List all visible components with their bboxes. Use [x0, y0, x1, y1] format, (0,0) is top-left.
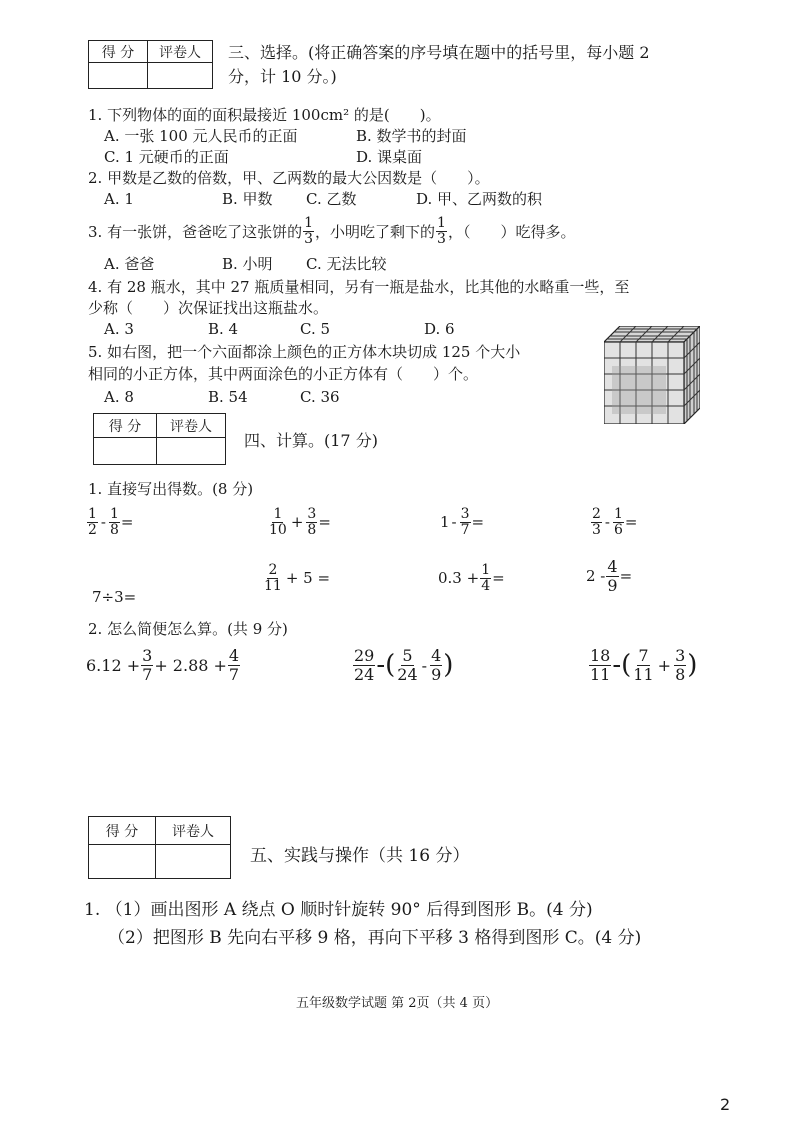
- fraction: [396, 647, 418, 684]
- section3-score-table: [88, 40, 213, 89]
- q1-option-a: A. 一张 100 元人民币的正面: [104, 127, 298, 145]
- q3-stem-part3: ，（ ）吃得多。: [447, 222, 576, 241]
- calc-expr-3: [440, 502, 484, 542]
- numerator: 1: [614, 505, 623, 522]
- denominator: 4: [481, 577, 491, 594]
- fraction: [589, 647, 611, 684]
- fraction: [606, 558, 618, 595]
- operator: +: [657, 655, 672, 675]
- fraction: [460, 507, 471, 538]
- equals: =: [471, 513, 485, 531]
- whole-number: 0.3 +: [438, 569, 480, 587]
- calc-part2-title: 2. 怎么简便怎么算。(共 9 分): [88, 620, 288, 638]
- close-paren: ): [687, 650, 698, 680]
- operator: -: [421, 655, 428, 675]
- calc-expr-7: [438, 558, 505, 598]
- denominator: 3: [592, 521, 601, 538]
- q1-stem: 1. 下列物体的面的面积最接近 100cm² 的是( )。: [88, 106, 441, 124]
- numerator: 3: [675, 645, 686, 665]
- numerator: 3: [307, 505, 317, 522]
- denominator: 7: [142, 664, 153, 684]
- section5-score-table: [88, 816, 231, 879]
- q3-stem: [88, 212, 575, 250]
- numerator: 3: [142, 645, 153, 665]
- numerator: 1: [273, 505, 283, 522]
- section3-title-cont: 分，计 10 分。): [228, 67, 337, 86]
- denominator: 11: [264, 577, 282, 594]
- operator-paren: -(: [612, 650, 632, 680]
- numerator: 1: [481, 561, 491, 578]
- practice-q1-part1: 1. （1）画出图形 A 绕点 O 顺时针旋转 90° 后得到图形 B。(4 分): [84, 900, 593, 920]
- calc-expr-4: [590, 502, 638, 542]
- q5-option-b: B. 54: [208, 388, 248, 406]
- q5-stem: 5. 如右图，把一个六面都涂上颜色的正方体木块切成 125 个大小: [88, 343, 521, 361]
- fraction: [613, 507, 624, 538]
- q3-stem-part1: 3. 有一张饼，爸爸吃了这张饼的: [88, 222, 303, 241]
- fraction: [353, 647, 375, 684]
- q2-option-a: A. 1: [104, 190, 134, 208]
- fraction: [430, 647, 442, 684]
- simplify-expr-2: [352, 640, 453, 690]
- page-number: 2: [720, 1095, 731, 1114]
- denominator: 11: [590, 664, 611, 684]
- fraction: [632, 647, 654, 684]
- grader-header-cell: 评卷人: [156, 817, 231, 845]
- q2-option-d: D. 甲、乙两数的积: [416, 190, 543, 208]
- equals: =: [492, 569, 505, 587]
- operator: + 5 =: [285, 569, 331, 587]
- operator: -: [100, 513, 106, 531]
- denominator: 9: [607, 575, 618, 595]
- q5-option-a: A. 8: [104, 388, 134, 406]
- fraction: [591, 507, 602, 538]
- calc-part1-title: 1. 直接写出得数。(8 分): [88, 480, 254, 498]
- page-footer: 五年级数学试题 第 2页（共 4 页）: [296, 996, 499, 1011]
- calc-expr-2: [267, 502, 331, 542]
- q4-option-d: D. 6: [424, 320, 455, 338]
- q3-fraction-2: [436, 216, 447, 247]
- fraction: [306, 507, 317, 538]
- q1-option-c: C. 1 元硬币的正面: [104, 148, 229, 166]
- operator-paren: -(: [376, 650, 396, 680]
- calc-expr-8: [586, 556, 632, 596]
- q4-stem: 4. 有 28 瓶水，其中 27 瓶质量相同，另有一瓶是盐水，比其他的水略重一些，至: [88, 278, 630, 296]
- term: + 2.88 +: [154, 655, 227, 675]
- fraction: [263, 563, 283, 594]
- fraction: [674, 647, 686, 684]
- calc-expr-6: [262, 558, 332, 598]
- numerator: 4: [607, 556, 618, 576]
- equals: =: [619, 567, 633, 585]
- denominator: 24: [397, 664, 418, 684]
- score-cell: [89, 845, 156, 879]
- term: 6.12 +: [86, 655, 141, 675]
- q5-stem-cont: 相同的小正方体，其中两面涂色的小正方体有（ ）个。: [88, 365, 479, 383]
- section4-title: 四、计算。(17 分): [244, 431, 378, 450]
- grader-cell: [156, 845, 231, 879]
- q4-option-a: A. 3: [104, 320, 134, 338]
- fraction: [480, 563, 491, 594]
- operator: -: [604, 513, 610, 531]
- denominator: 3: [304, 230, 314, 247]
- score-header-cell: 得 分: [89, 817, 156, 845]
- q4-option-c: C. 5: [300, 320, 331, 338]
- numerator: 29: [354, 645, 375, 665]
- calc-expr-1: [86, 502, 134, 542]
- whole-number: 1: [440, 513, 450, 531]
- grader-cell: [157, 438, 226, 465]
- q3-fraction-1: [303, 216, 314, 247]
- denominator: 10: [269, 521, 287, 538]
- fraction: [141, 647, 153, 684]
- score-header-cell: 得 分: [94, 414, 157, 438]
- denominator: 9: [431, 664, 442, 684]
- q4-option-b: B. 4: [208, 320, 239, 338]
- grader-header-cell: 评卷人: [148, 41, 213, 63]
- numerator: 2: [268, 561, 278, 578]
- score-cell: [94, 438, 157, 465]
- numerator: 1: [437, 214, 446, 231]
- denominator: 3: [437, 230, 446, 247]
- q4-stem-cont: 少称（ ）次保证找出这瓶盐水。: [88, 299, 329, 317]
- q2-option-c: C. 乙数: [306, 190, 357, 208]
- denominator: 6: [614, 521, 623, 538]
- grader-header-cell: 评卷人: [157, 414, 226, 438]
- simplify-expr-1: [86, 640, 241, 690]
- numerator: 7: [638, 645, 649, 665]
- numerator: 2: [592, 505, 601, 522]
- equals: =: [318, 513, 331, 531]
- numerator: 1: [304, 214, 314, 231]
- operator: -: [451, 513, 457, 531]
- numerator: 4: [228, 645, 240, 665]
- section3-title: 三、选择。(将正确答案的序号填在题中的括号里，每小题 2: [228, 43, 650, 62]
- denominator: 8: [307, 521, 317, 538]
- q2-option-b: B. 甲数: [222, 190, 273, 208]
- denominator: 7: [460, 521, 470, 538]
- grader-cell: [148, 63, 213, 89]
- practice-q1-part2: （2）把图形 B 先向右平移 9 格，再向下平移 3 格得到图形 C。(4 分): [108, 928, 642, 948]
- section4-score-table: [93, 413, 226, 465]
- operator: +: [290, 513, 304, 531]
- q1-option-b: B. 数学书的封面: [356, 127, 467, 145]
- whole-number: 2 -: [586, 567, 606, 585]
- q1-option-d: D. 课桌面: [356, 148, 423, 166]
- calc-expr-5: 7÷3=: [92, 588, 137, 606]
- painted-cube-image: [604, 326, 700, 424]
- denominator: 24: [354, 664, 375, 684]
- numerator: 3: [460, 505, 470, 522]
- fraction: [268, 507, 288, 538]
- close-paren: ): [443, 650, 454, 680]
- simplify-expr-3: [588, 640, 697, 690]
- numerator: 5: [402, 645, 413, 665]
- numerator: 1: [88, 505, 97, 522]
- q3-option-c: C. 无法比较: [306, 255, 387, 273]
- denominator: 8: [110, 521, 119, 538]
- numerator: 1: [110, 505, 119, 522]
- fraction: [109, 507, 120, 538]
- denominator: 8: [675, 664, 686, 684]
- score-header-cell: 得 分: [89, 41, 148, 63]
- denominator: 11: [633, 664, 654, 684]
- section5-title: 五、实践与操作（共 16 分）: [250, 846, 470, 866]
- denominator: 2: [88, 521, 97, 538]
- score-cell: [89, 63, 148, 89]
- denominator: 7: [228, 664, 240, 684]
- fraction: [228, 647, 240, 684]
- q2-stem: 2. 甲数是乙数的倍数，甲、乙两数的最大公因数是（ ）。: [88, 169, 490, 187]
- q3-option-b: B. 小明: [222, 255, 273, 273]
- equals: =: [624, 513, 638, 531]
- q5-option-c: C. 36: [300, 388, 340, 406]
- numerator: 18: [590, 645, 611, 665]
- numerator: 4: [431, 645, 442, 665]
- equals: =: [120, 513, 134, 531]
- q3-stem-part2: ，小明吃了剩下的: [315, 222, 436, 241]
- fraction: [87, 507, 98, 538]
- q3-option-a: A. 爸爸: [104, 255, 155, 273]
